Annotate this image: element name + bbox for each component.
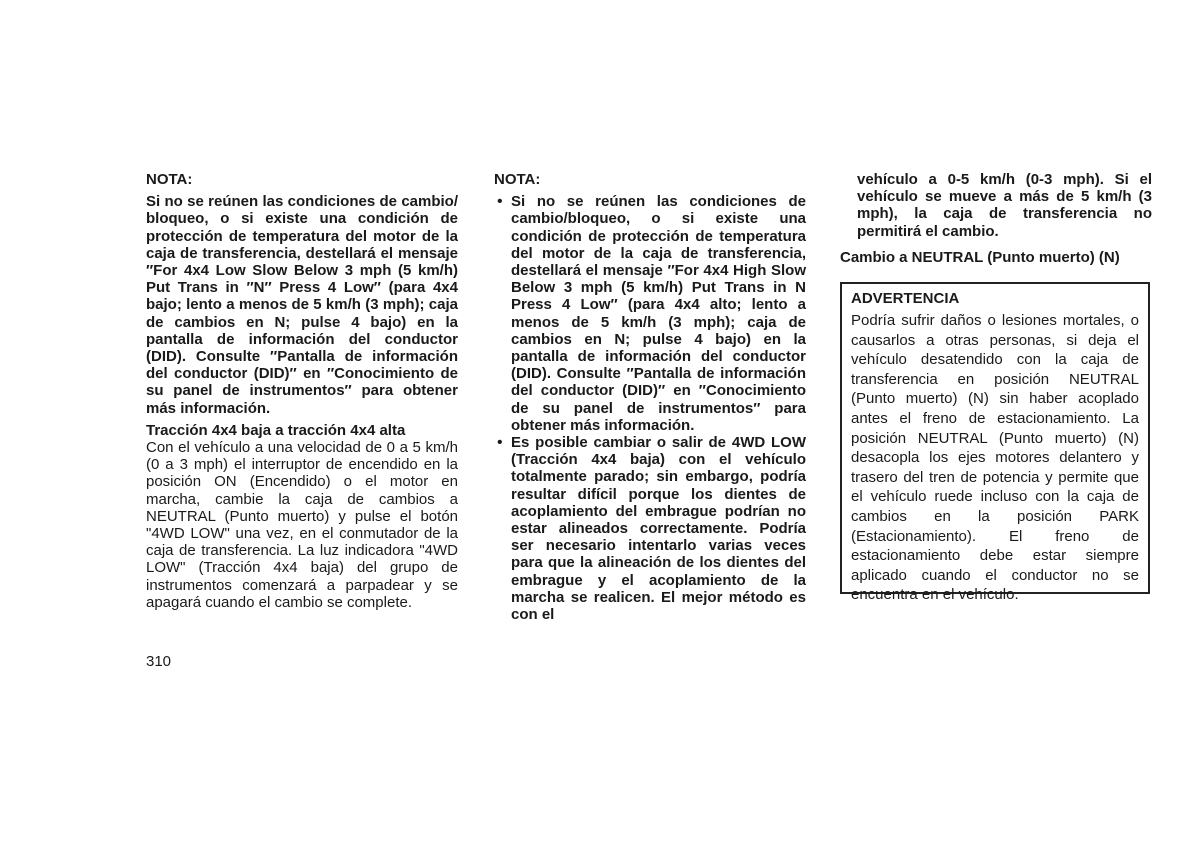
- bullet-icon: •: [497, 193, 503, 211]
- bullet-text: Es posible cambiar o salir de 4WD LOW (Tracción 4x4 baja) con el vehículo totalmente parado; sin embargo, podría resultar difícil porque los dientes de acoplamiento del embrague podrían no estar alineados correctamente. Podría ser necesario intentarlo varias veces para que la alineación de los dientes del embrague y el acoplamiento de la marcha se realicen. El mejor método es con el: [511, 434, 806, 624]
- note-bullet-list: [494, 193, 806, 623]
- warning-box: [840, 282, 1150, 604]
- section-heading: Cambio a NEUTRAL (Punto muerto) (N): [840, 248, 1120, 266]
- list-item: [494, 193, 806, 434]
- list-item: [494, 434, 806, 623]
- warning-title: ADVERTENCIA: [851, 290, 960, 307]
- section-heading: Tracción 4x4 baja a tracción 4x4 alta: [146, 421, 406, 439]
- page-number: 310: [146, 653, 172, 670]
- warning-text: Podría sufrir daños o lesiones mortales, o causarlos a otras personas, si deja el vehículo desatendido con la caja de transferencia en posición NEUTRAL (Punto muerto) (N) sin haber acoplado antes el freno de estacionamiento. La posición NEUTRAL (Punto muerto) (N) desacopla los ejes motores delantero y trasero del tren de potencia y permite que el vehículo ruede incluso con la caja de cambios en la posición PARK (Estacionamiento). El freno de estacionamiento debe estar siempre aplicado cuando el conductor no se encuentra en el vehículo.: [851, 312, 1139, 604]
- middle-column: [494, 171, 806, 623]
- note-label: NOTA:: [494, 171, 541, 188]
- section-text: Con el vehículo a una velocidad de 0 a 5 km/h (0 a 3 mph) el interruptor de encendido en la posición ON (Encendido) o el motor en marcha, cambie la caja de cambios a NEUTRAL (Punto muerto) y pulse el botón "4WD LOW" una vez, en el conmutador de la caja de transferencia. La luz indicadora "4WD LOW" (Tracción 4x4 baja) del grupo de instrumentos comenzará a parpadear y se apagará cuando el cambio se complete.: [146, 439, 458, 611]
- bullet-icon: •: [497, 434, 503, 452]
- right-column: [840, 171, 1152, 266]
- note-text: Si no se reúnen las condiciones de cambio/ bloqueo, o si existe una condición de protección de temperatura del motor de la caja de transferencia, destellará el mensaje ″For 4x4 Low Slow Below 3 mph (5 km/h) Put Trans in ″N″ Press 4 Low″ (para 4x4 bajo; lento a menos de 5 km/h (3 mph); caja de cambios en N; pulse 4 bajo) en la pantalla de información del conductor (DID). Consulte ″Pantalla de información del conductor (DID)″ en ″Conocimiento de su panel de instrumentos″ para obtener más información.: [146, 193, 458, 417]
- bullet-continuation: vehículo a 0-5 km/h (0-3 mph). Si el vehículo se mueve a más de 5 km/h (3 mph), la caja de transferencia no permitirá el cambio.: [857, 171, 1152, 240]
- note-label: NOTA:: [146, 171, 193, 188]
- left-column: [146, 171, 458, 611]
- bullet-text: Si no se reúnen las condiciones de cambio/bloqueo, o si existe una condición de protección de temperatura del motor de la caja de transferencia, destellará el mensaje ″For 4x4 High Slow Below 3 mph (5 km/h) Put Trans in N Press 4 Low″ (para 4x4 alto; lento a menos de 5 km/h (3 mph); caja de cambios en N; pulse 4 bajo) en la pantalla de información del conductor (DID). Consulte ″Pantalla de información del conductor (DID)″ en ″Conocimiento de su panel de instrumentos″ para obtener más información.: [511, 193, 806, 434]
